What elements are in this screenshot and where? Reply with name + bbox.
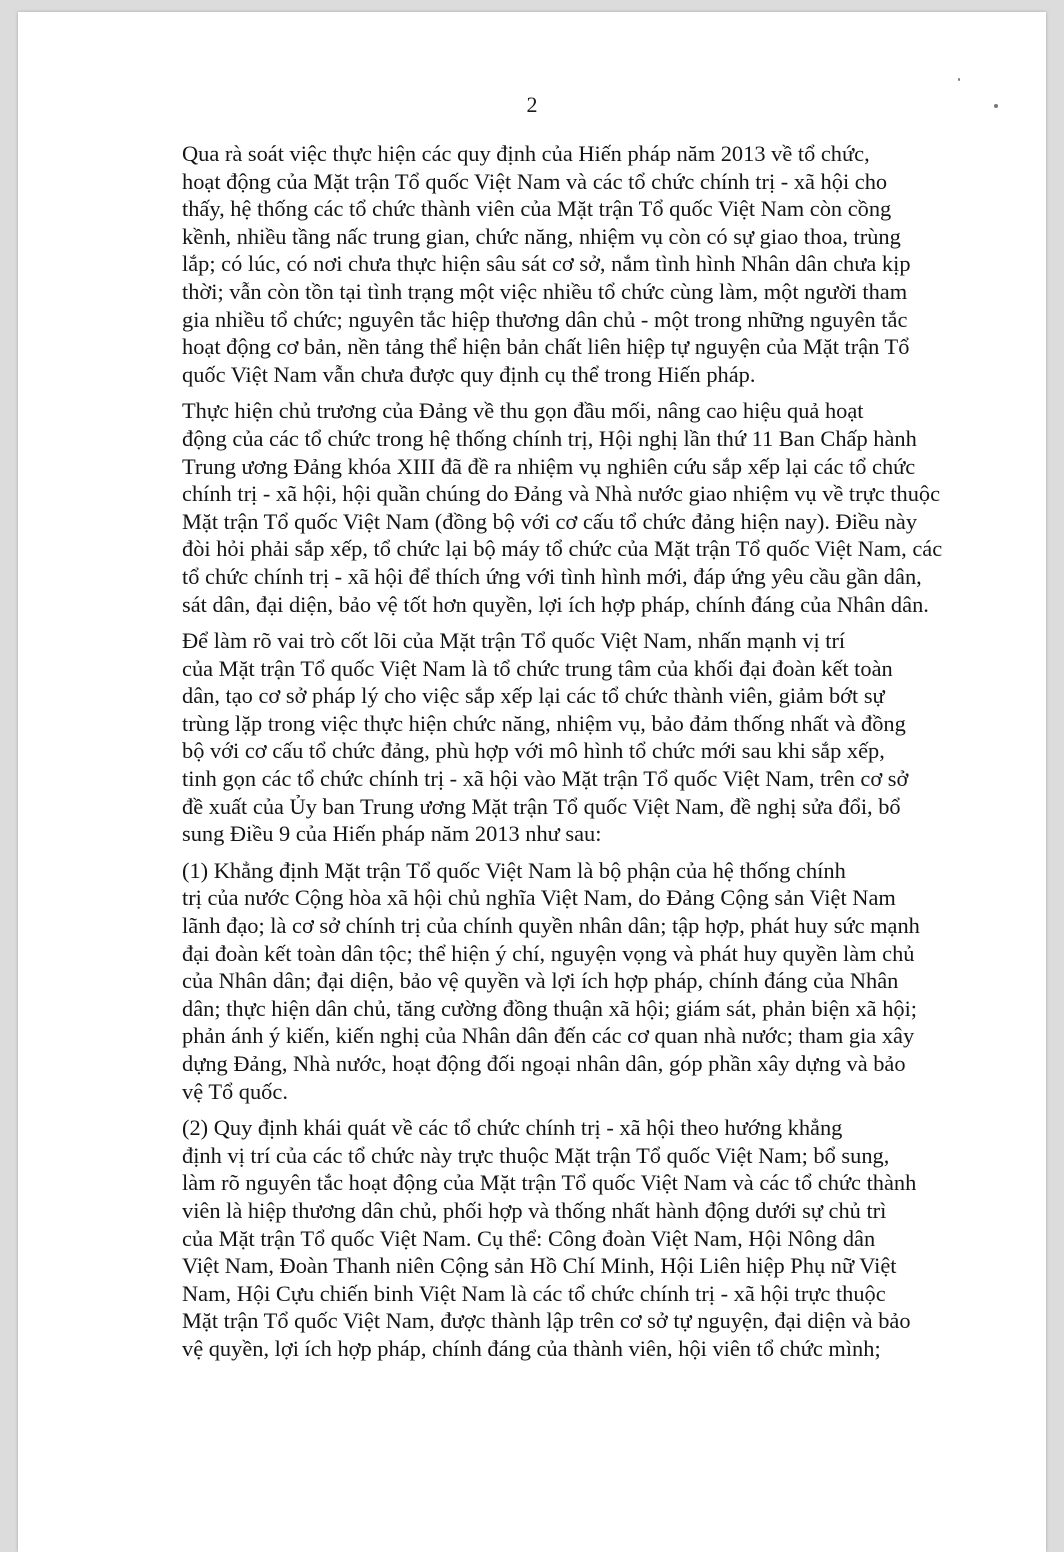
scan-speck: [994, 104, 998, 108]
text-line: dân, tạo cơ sở pháp lý cho việc sắp xếp lại các tổ chức thành viên, giảm bớt sự: [182, 683, 885, 709]
text-line: dựng Đảng, Nhà nước, hoạt động đối ngoại nhân dân, góp phần xây dựng và bảo: [182, 1051, 906, 1076]
text-line: động của các tổ chức trong hệ thống chính trị, Hội nghị lần thứ 11 Ban Chấp hành: [182, 425, 917, 451]
page-number: 2: [526, 92, 538, 117]
text-line: trị của nước Cộng hòa xã hội chủ nghĩa Việt Nam, do Đảng Cộng sản Việt Nam: [182, 885, 896, 911]
text-line: lãnh đạo; là cơ sở chính trị của chính quyền nhân dân; tập hợp, phát huy sức mạnh: [182, 913, 920, 939]
text-line: Để làm rõ vai trò cốt lõi của Mặt trận Tổ quốc Việt Nam, nhấn mạnh vị trí: [182, 628, 846, 654]
text-line: của Mặt trận Tổ quốc Việt Nam. Cụ thể: Công đoàn Việt Nam, Hội Nông dân: [182, 1225, 876, 1251]
text-line: kềnh, nhiều tầng nấc trung gian, chức năng, nhiệm vụ còn có sự giao thoa, trùng: [182, 223, 901, 249]
text-line: trùng lặp trong việc thực hiện chức năng, nhiệm vụ, bảo đảm thống nhất và đồng: [182, 710, 906, 736]
text-line: gia nhiều tổ chức; nguyên tắc hiệp thương dân chủ - một trong những nguyên tắc: [182, 306, 908, 332]
text-line: đòi hỏi phải sắp xếp, tổ chức lại bộ máy tổ chức của Mặt trận Tổ quốc Việt Nam, các: [182, 536, 943, 562]
text-line: định vị trí của các tổ chức này trực thuộc Mặt trận Tổ quốc Việt Nam; bổ sung,: [182, 1142, 890, 1168]
paragraph-item-2: [126, 1114, 962, 1362]
text-line: tổ chức chính trị - xã hội để thích ứng với tình hình mới, đáp ứng yêu cầu gần dân,: [182, 563, 922, 589]
text-line: Mặt trận Tổ quốc Việt Nam, được thành lập trên cơ sở tự nguyện, đại diện và bảo: [182, 1308, 911, 1334]
text-line: Thực hiện chủ trương của Đảng về thu gọn đầu mối, nâng cao hiệu quả hoạt: [182, 398, 864, 424]
paragraph-item-1: [126, 857, 962, 1105]
text-line: làm rõ nguyên tắc hoạt động của Mặt trận Tổ quốc Việt Nam và các tổ chức thành: [182, 1170, 917, 1196]
text-line: bộ với cơ cấu tổ chức đảng, phù hợp với mô hình tổ chức mới sau khi sắp xếp,: [182, 738, 885, 764]
text-line: vệ quyền, lợi ích hợp pháp, chính đáng của thành viên, hội viên tổ chức mình;: [182, 1335, 881, 1361]
text-line: vệ Tổ quốc.: [182, 1078, 288, 1104]
text-line: Mặt trận Tổ quốc Việt Nam (đồng bộ với cơ cấu tổ chức đảng hiện nay). Điều này: [182, 508, 918, 534]
document-page: [18, 12, 1046, 1552]
text-line: của Mặt trận Tổ quốc Việt Nam là tổ chức trung tâm của khối đại đoàn kết toàn: [182, 655, 893, 681]
text-line: chính trị - xã hội, hội quần chúng do Đảng và Nhà nước giao nhiệm vụ về trực thuộc: [182, 481, 941, 507]
text-line: (1) Khẳng định Mặt trận Tổ quốc Việt Nam là bộ phận của hệ thống chính: [182, 857, 846, 883]
text-line: Trung ương Đảng khóa XIII đã đề ra nhiệm vụ nghiên cứu sắp xếp lại các tổ chức: [182, 453, 916, 479]
text-line: đại đoàn kết toàn dân tộc; thể hiện ý chí, nguyện vọng và phát huy quyền làm chủ: [182, 940, 915, 966]
text-line: quốc Việt Nam vẫn chưa được quy định cụ thể trong Hiến pháp.: [182, 361, 756, 387]
text-line: viên là hiệp thương dân chủ, phối hợp và thống nhất hành động dưới sự chủ trì: [182, 1197, 887, 1223]
text-line: phản ánh ý kiến, kiến nghị của Nhân dân đến các cơ quan nhà nước; tham gia xây: [182, 1023, 915, 1049]
text-line: thời; vẫn còn tồn tại tình trạng một việc nhiều tổ chức cùng làm, một người tham: [182, 278, 908, 304]
paragraph-review-findings: [126, 140, 962, 388]
scan-speck: [958, 78, 960, 81]
text-line: Qua rà soát việc thực hiện các quy định của Hiến pháp năm 2013 về tổ chức,: [182, 141, 870, 166]
document-body: [126, 140, 962, 1372]
text-line: của Nhân dân; đại diện, bảo vệ quyền và lợi ích hợp pháp, chính đáng của Nhân: [182, 968, 899, 994]
text-line: hoạt động của Mặt trận Tổ quốc Việt Nam và các tổ chức chính trị - xã hội cho: [182, 168, 888, 194]
text-line: đề xuất của Ủy ban Trung ương Mặt trận Tổ quốc Việt Nam, đề nghị sửa đổi, bổ: [182, 793, 901, 819]
text-line: Nam, Hội Cựu chiến binh Việt Nam là các tổ chức chính trị - xã hội trực thuộc: [182, 1280, 886, 1306]
text-line: tinh gọn các tổ chức chính trị - xã hội vào Mặt trận Tổ quốc Việt Nam, trên cơ sở: [182, 766, 909, 792]
text-line: Việt Nam, Đoàn Thanh niên Cộng sản Hồ Chí Minh, Hội Liên hiệp Phụ nữ Việt: [182, 1253, 897, 1279]
text-line: sát dân, đại diện, bảo vệ tốt hơn quyền, lợi ích hợp pháp, chính đáng của Nhân dân.: [182, 591, 929, 617]
text-line: sung Điều 9 của Hiến pháp năm 2013 như sau:: [182, 821, 602, 847]
paragraph-proposal: [126, 627, 962, 848]
text-line: hoạt động cơ bản, nền tảng thể hiện bản chất liên hiệp tự nguyện của Mặt trận Tổ: [182, 334, 910, 360]
text-line: dân; thực hiện dân chủ, tăng cường đồng thuận xã hội; giám sát, phản biện xã hội;: [182, 995, 918, 1021]
text-line: lắp; có lúc, có nơi chưa thực hiện sâu sát cơ sở, nắm tình hình Nhân dân chưa kịp: [182, 251, 911, 277]
text-line: thấy, hệ thống các tổ chức thành viên của Mặt trận Tổ quốc Việt Nam còn cồng: [182, 196, 892, 222]
paragraph-party-policy: [126, 397, 962, 618]
text-line: (2) Quy định khái quát về các tổ chức chính trị - xã hội theo hướng khẳng: [182, 1115, 843, 1141]
